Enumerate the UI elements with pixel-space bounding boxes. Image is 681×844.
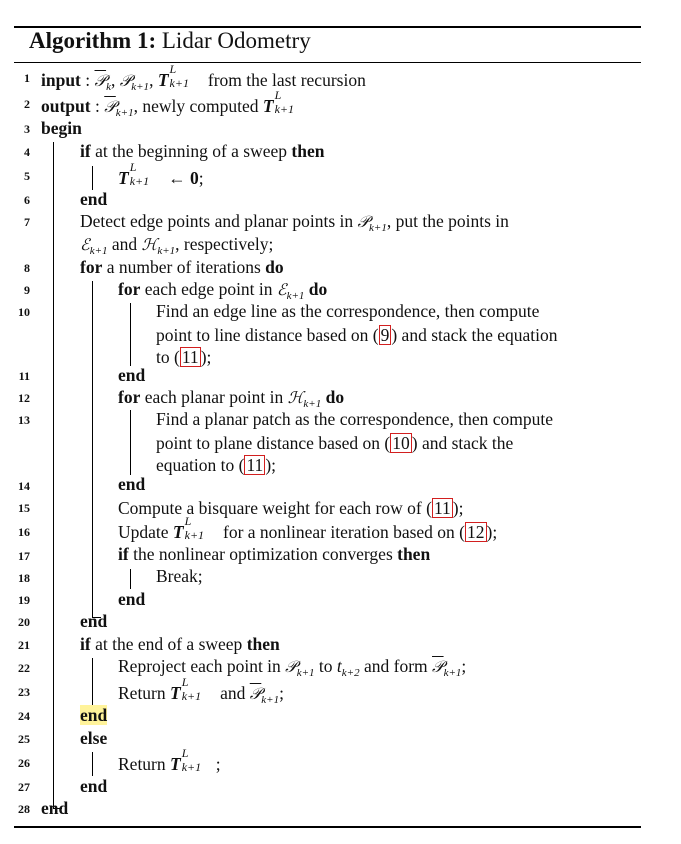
math-p: 𝒫 xyxy=(357,212,370,231)
keyword-end: end xyxy=(118,589,146,609)
block-bar-if-sweep xyxy=(92,166,93,190)
line-26-return xyxy=(118,746,221,774)
math-t: T xyxy=(157,70,169,90)
line-11-end xyxy=(118,367,145,385)
keyword-for: for xyxy=(118,387,141,407)
math-sub: k+1 xyxy=(261,694,280,706)
line-23-return xyxy=(118,675,284,706)
text: , put the points in xyxy=(386,211,509,231)
math-sub: k+1 xyxy=(129,174,150,188)
block-bar-if-converges xyxy=(130,569,131,589)
keyword-end: end xyxy=(118,365,146,385)
line-4-if xyxy=(80,143,324,161)
equation-ref-link[interactable]: 11 xyxy=(181,347,199,367)
math-sub: k+1 xyxy=(303,398,322,410)
math-sub: k xyxy=(106,81,111,93)
text: Return xyxy=(118,754,171,774)
keyword-end: end xyxy=(80,611,108,631)
keyword-for: for xyxy=(118,279,141,299)
math-h: ℋ xyxy=(141,235,158,254)
line-number: 11 xyxy=(18,369,30,383)
bottom-rule xyxy=(14,826,641,828)
math-sub: k+1 xyxy=(89,245,108,257)
text: ; xyxy=(198,168,204,188)
block-bar-for-iterations xyxy=(92,281,93,617)
text: ) and stack the equation xyxy=(391,325,558,345)
math-t: T xyxy=(170,754,181,774)
line-25-else xyxy=(80,730,107,748)
equation-ref-link[interactable]: 11 xyxy=(246,455,264,475)
line-number: 9 xyxy=(24,283,30,297)
line-16-update xyxy=(118,514,498,542)
line-1-input xyxy=(41,62,366,93)
keyword-else: else xyxy=(80,728,108,748)
line-15-bisquare xyxy=(118,498,464,518)
title-rule xyxy=(14,62,641,63)
math-t: T xyxy=(262,96,274,116)
line-number: 10 xyxy=(18,305,30,319)
line-13-find-planar xyxy=(156,411,553,429)
line-number: 20 xyxy=(18,615,30,629)
math-t-scripts xyxy=(181,675,216,703)
math-p-bar: 𝒫 xyxy=(432,657,444,676)
math-sub: k+2 xyxy=(341,667,360,679)
keyword-begin: begin xyxy=(41,118,82,138)
text: Detect edge points and planar points in xyxy=(80,211,358,231)
line-number: 27 xyxy=(18,780,30,794)
text: ; xyxy=(461,656,467,676)
text: Find an edge line as the correspondence, then compute xyxy=(156,301,540,321)
text: point to plane distance based on ( xyxy=(156,433,391,453)
keyword-if: if xyxy=(118,544,129,564)
line-13-continued xyxy=(156,433,513,453)
math-sup: L xyxy=(184,514,192,528)
text: Break; xyxy=(156,566,203,586)
line-number: 2 xyxy=(24,97,30,111)
math-zero: 0 xyxy=(189,168,199,188)
text: Compute a bisquare weight for each row of ( xyxy=(118,498,432,518)
math-e: ℰ xyxy=(80,235,90,254)
text: equation to ( xyxy=(156,455,245,475)
line-9-for-edge xyxy=(118,279,328,302)
line-number: 21 xyxy=(18,638,30,652)
text: ) and stack the xyxy=(411,433,514,453)
line-number: 4 xyxy=(24,145,30,159)
text: : xyxy=(80,70,95,90)
line-18-break xyxy=(156,568,203,586)
line-number: 24 xyxy=(18,709,30,723)
line-10-continued xyxy=(156,325,558,345)
text: Find a planar patch as the correspondence, then compute xyxy=(156,409,554,429)
text: the nonlinear optimization converges xyxy=(128,544,398,564)
math-sub: k+1 xyxy=(181,760,202,774)
math-t-lower: t xyxy=(336,656,342,676)
block-bar-for-edge xyxy=(130,303,131,366)
line-24-end xyxy=(80,707,107,725)
math-p: 𝒫 xyxy=(285,657,297,676)
math-t-scripts xyxy=(129,160,164,188)
text: ); xyxy=(486,522,498,542)
math-sub: k+1 xyxy=(115,107,134,119)
block-bar-for-planar xyxy=(130,410,131,475)
math-t: T xyxy=(118,168,129,188)
text: , respectively; xyxy=(175,234,274,254)
line-number: 26 xyxy=(18,756,30,770)
text: and xyxy=(107,234,142,254)
math-sup: L xyxy=(181,675,189,689)
text: and xyxy=(215,683,250,703)
keyword-for: for xyxy=(80,257,103,277)
text: ; xyxy=(215,754,221,774)
math-sub: k+1 xyxy=(274,102,295,116)
line-3-begin xyxy=(41,120,82,138)
keyword-then: then xyxy=(397,544,431,564)
text: to xyxy=(314,656,337,676)
text: ); xyxy=(265,455,277,475)
math-arrow: ← xyxy=(168,168,186,188)
line-number: 15 xyxy=(18,501,30,515)
line-number: 12 xyxy=(18,391,30,405)
math-sup: L xyxy=(181,746,189,760)
line-7-detect xyxy=(80,211,509,234)
keyword-output: output xyxy=(41,96,91,116)
math-t-scripts xyxy=(181,746,216,774)
math-sub: k+1 xyxy=(443,667,462,679)
line-28-end xyxy=(41,800,68,818)
text: from the last recursion xyxy=(203,70,366,90)
line-number: 6 xyxy=(24,193,30,207)
line-number: 13 xyxy=(18,413,30,427)
text: for a nonlinear iteration based on ( xyxy=(218,522,465,542)
keyword-end: end xyxy=(118,474,146,494)
keyword-if: if xyxy=(80,141,91,161)
math-sub: k+1 xyxy=(169,76,189,90)
text: each planar point in xyxy=(140,387,288,407)
text: each edge point in xyxy=(140,279,277,299)
line-14-end xyxy=(118,476,145,494)
text: at the end of a sweep xyxy=(90,634,247,654)
line-27-end xyxy=(80,778,107,796)
keyword-input: input xyxy=(41,70,81,90)
text: Update xyxy=(118,522,173,542)
math-sub: k+1 xyxy=(184,528,205,542)
line-number: 18 xyxy=(18,571,30,585)
keyword-do: do xyxy=(308,279,328,299)
math-sub: k+1 xyxy=(157,245,176,257)
algorithm-name: Lidar Odometry xyxy=(161,28,311,53)
text: point to line distance based on ( xyxy=(156,325,379,345)
keyword-then: then xyxy=(291,141,325,161)
keyword-do: do xyxy=(325,387,345,407)
text: and form xyxy=(359,656,433,676)
line-6-end xyxy=(80,191,107,209)
text: a number of iterations xyxy=(102,257,266,277)
math-sub: k+1 xyxy=(286,290,305,302)
line-number: 17 xyxy=(18,549,30,563)
text: Reproject each point in xyxy=(118,656,286,676)
line-number: 14 xyxy=(18,479,30,493)
line-2-output xyxy=(41,88,309,119)
line-5-assign xyxy=(118,160,204,188)
text: Return xyxy=(118,683,171,703)
line-13-continued xyxy=(156,455,276,475)
block-bar-begin xyxy=(53,142,54,808)
line-22-reproject xyxy=(118,656,467,679)
text: to ( xyxy=(156,347,180,367)
keyword-end-highlighted: end xyxy=(80,705,108,725)
text: ); xyxy=(200,347,212,367)
line-number: 19 xyxy=(18,593,30,607)
keyword-do: do xyxy=(265,257,284,277)
math-sub: k+1 xyxy=(181,689,202,703)
math-sup: L xyxy=(169,62,177,76)
line-12-for-planar xyxy=(118,387,345,410)
equation-ref-link[interactable]: 11 xyxy=(433,498,451,518)
line-number: 7 xyxy=(24,215,30,229)
algorithm-label: Algorithm 1: xyxy=(29,28,157,53)
line-21-if-end-sweep xyxy=(80,636,280,654)
math-sub: k+1 xyxy=(369,222,387,234)
algorithm-title xyxy=(29,28,311,54)
line-number: 8 xyxy=(24,261,30,275)
keyword-end: end xyxy=(41,798,69,818)
text: , xyxy=(149,70,158,90)
text: , xyxy=(110,70,120,90)
text: ); xyxy=(452,498,464,518)
math-p-bar: 𝒫 xyxy=(94,71,107,90)
line-19-end xyxy=(118,591,145,609)
math-e: ℰ xyxy=(276,280,287,299)
keyword-if: if xyxy=(80,634,91,654)
line-17-if-converges xyxy=(118,546,430,564)
text: , newly computed xyxy=(133,96,263,116)
equation-ref-link[interactable]: 12 xyxy=(467,522,485,542)
line-number: 16 xyxy=(18,525,30,539)
math-t: T xyxy=(172,522,184,542)
keyword-then: then xyxy=(246,634,280,654)
math-h: ℋ xyxy=(287,388,304,407)
line-10-find-edge xyxy=(156,303,539,321)
text: at the beginning of a sweep xyxy=(90,141,292,161)
equation-ref-link[interactable]: 10 xyxy=(392,433,410,453)
math-t-scripts xyxy=(169,62,204,90)
keyword-end: end xyxy=(80,189,108,209)
line-number: 25 xyxy=(18,732,30,746)
block-bar-if-end-sweep xyxy=(92,658,93,706)
equation-ref-link[interactable]: 9 xyxy=(380,325,390,345)
line-number: 23 xyxy=(18,685,30,699)
line-20-end xyxy=(80,613,107,631)
line-number: 28 xyxy=(18,802,30,816)
keyword-end: end xyxy=(80,776,108,796)
line-8-for xyxy=(80,259,284,277)
math-t: T xyxy=(170,683,181,703)
math-p-bar: 𝒫 xyxy=(104,97,116,116)
line-number: 1 xyxy=(24,71,30,85)
line-10-continued xyxy=(156,347,211,367)
line-7-continued xyxy=(80,234,274,257)
math-p: 𝒫 xyxy=(119,71,132,90)
line-number: 3 xyxy=(24,122,30,136)
math-sub: k+1 xyxy=(296,667,315,679)
math-t-scripts xyxy=(274,88,309,116)
block-bar-else xyxy=(92,752,93,776)
math-t-scripts xyxy=(184,514,219,542)
math-sup: L xyxy=(274,88,282,102)
math-sup: L xyxy=(129,160,137,174)
text: : xyxy=(90,96,105,116)
line-number: 5 xyxy=(24,169,30,183)
math-p-bar: 𝒫 xyxy=(249,684,262,703)
text: ; xyxy=(279,683,284,703)
line-number: 22 xyxy=(18,661,30,675)
math-sub: k+1 xyxy=(131,81,150,93)
